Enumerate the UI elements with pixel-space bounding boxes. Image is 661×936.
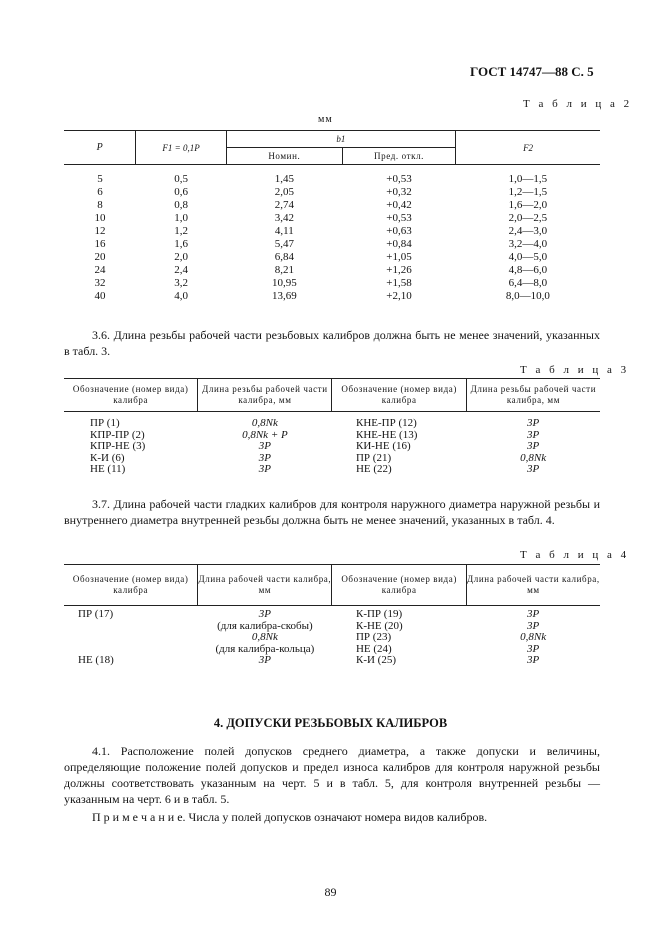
- list-item: НЕ (18): [78, 654, 114, 666]
- list-item: (для калибра-скобы): [217, 619, 313, 632]
- table4-col3: [332, 606, 466, 667]
- list-item: 0,8Nk: [251, 417, 278, 429]
- table-cell: +0,42: [386, 198, 412, 211]
- page-number: 89: [324, 885, 337, 899]
- table-cell: 4,0: [174, 289, 188, 302]
- table4-col4: [466, 606, 600, 667]
- list-item: 3P: [527, 463, 540, 475]
- paragraph-3-6: 3.6. Длина резьбы рабочей части резьбовых калибров должна быть не менее значений, указанных в табл. 3.: [64, 328, 600, 358]
- table4-header-3: Обозначение (номер вида) калибра: [332, 565, 466, 606]
- table-cell: 1,6—2,0: [508, 198, 548, 211]
- table2-header-f1: F1 = 0,1P: [136, 131, 226, 165]
- table-cell: 8: [97, 198, 103, 211]
- table4: [64, 564, 600, 667]
- list-item: 0,8Nk + P: [242, 428, 288, 441]
- table-cell: 1,45: [274, 172, 294, 185]
- table-cell: 32: [94, 276, 106, 289]
- table-cell: 8,0—10,0: [505, 289, 550, 302]
- table2-header-p: P: [64, 131, 136, 165]
- list-item: К-И (6): [90, 451, 125, 464]
- table-cell: 2,0: [174, 250, 188, 263]
- table-cell: 3,2—4,0: [508, 237, 548, 250]
- list-item: КИ-НЕ (16): [355, 440, 411, 452]
- table-row: [64, 276, 600, 289]
- table-cell: 10,95: [271, 276, 297, 289]
- list-item: 3P: [258, 463, 272, 475]
- list-item: 3P: [527, 608, 540, 620]
- list-item: КПР-ПР (2): [90, 428, 145, 441]
- table-cell: 8,21: [274, 263, 294, 276]
- list-item: КПР-НЕ (3): [90, 440, 146, 452]
- table-cell: 2,4: [174, 263, 188, 276]
- table-cell: 3,42: [274, 211, 294, 224]
- table-cell: 0,5: [174, 172, 188, 185]
- table-cell: 1,6: [174, 237, 188, 250]
- table-cell: 40: [94, 289, 106, 302]
- note-text: Числа у полей допусков означают номера видов калибров.: [188, 810, 488, 824]
- table3-col2: [198, 412, 332, 476]
- list-item: 3P: [258, 451, 272, 464]
- list-item: НЕ (11): [90, 463, 126, 475]
- table-cell: 16: [94, 237, 106, 250]
- list-item: ПР (1): [90, 417, 120, 429]
- table2: [64, 130, 600, 302]
- list-item: КНЕ-ПР (12): [355, 417, 417, 429]
- list-item: [78, 632, 198, 644]
- list-item: К-И (25): [355, 654, 397, 666]
- table-row: [64, 263, 600, 276]
- list-item: 3P: [527, 428, 540, 441]
- table-cell: 2,74: [274, 198, 294, 211]
- table-row: [64, 237, 600, 250]
- list-item: 3P: [527, 642, 540, 655]
- table4-label: Т а б л и ц а 4: [520, 549, 630, 561]
- table-cell: +0,32: [386, 185, 412, 198]
- table2-header-pred: Пред. откл.: [342, 148, 455, 165]
- table4-col1: [64, 606, 198, 667]
- list-item: ПР (23): [355, 631, 392, 643]
- table4-header-2: Длина рабочей части калибра, мм: [198, 565, 332, 606]
- list-item: 0,8Nk: [520, 451, 547, 464]
- list-item: КНЕ-НЕ (13): [355, 428, 418, 441]
- table-cell: 1,0—1,5: [508, 172, 548, 185]
- table-cell: 1,2—1,5: [508, 185, 548, 198]
- table3-header-1: Обозначение (номер вида) калибра: [72, 384, 189, 405]
- table-cell: 0,8: [174, 198, 188, 211]
- table-cell: 4,8—6,0: [508, 263, 548, 276]
- list-item: 3P: [527, 619, 540, 632]
- list-item: [78, 621, 198, 633]
- table3-col3: [332, 412, 466, 476]
- list-item: ПР (21): [355, 451, 392, 464]
- table3-label: Т а б л и ц а 3: [520, 364, 630, 376]
- table-row: [64, 172, 600, 185]
- list-item: К-НЕ (20): [355, 619, 403, 632]
- table-cell: 2,05: [274, 185, 294, 198]
- table-cell: 10: [94, 211, 106, 224]
- table-cell: +0,53: [386, 211, 412, 224]
- table-cell: 6: [97, 185, 103, 198]
- table-cell: +0,84: [386, 237, 412, 250]
- table2-header-nomin: Номин.: [226, 148, 342, 165]
- paragraph-4-1: 4.1. Расположение полей допусков среднего диаметра, а также допуски и величины, определяющие положение полей допусков и предел износа калибров для контроля наружной резьбы должны соответствовать указанным на черт. 5 и в табл. 5, для контроля внутренней резьбы — указанным на черт. 6 и в табл. 5.: [64, 744, 600, 806]
- table-cell: +1,58: [386, 276, 412, 289]
- table4-col2: [198, 606, 332, 667]
- table2-header-b1: b1: [226, 131, 455, 148]
- table3-header-3: Обозначение (номер вида) калибра: [332, 379, 466, 412]
- table-cell: 1,2: [174, 224, 188, 237]
- table-cell: 2,4—3,0: [508, 224, 548, 237]
- list-item: 0,8Nk: [251, 631, 278, 643]
- section-4-title: 4. ДОПУСКИ РЕЗЬБОВЫХ КАЛИБРОВ: [213, 716, 448, 730]
- table-row: [64, 289, 600, 302]
- table-cell: 24: [94, 263, 106, 276]
- list-item: 3P: [258, 608, 272, 620]
- list-item: 3P: [527, 417, 540, 429]
- table-cell: 1,0: [174, 211, 188, 224]
- table4-header-4: Длина рабочей части калибра, мм: [466, 565, 600, 606]
- table-row: [64, 198, 600, 211]
- table2-unit: мм: [318, 114, 333, 125]
- list-item: 3P: [527, 440, 540, 452]
- table-cell: +0,63: [386, 224, 412, 237]
- table2-header-f2: F2: [456, 131, 600, 165]
- list-item: НЕ (24): [355, 642, 392, 655]
- list-item: НЕ (22): [355, 463, 392, 475]
- table3: [64, 378, 600, 476]
- table-row: [64, 211, 600, 224]
- table-cell: 20: [94, 250, 106, 263]
- list-item: (для калибра-кольца): [215, 642, 315, 655]
- gost-header: ГОСТ 14747—88 С. 5: [470, 64, 594, 79]
- table-cell: 4,0—5,0: [508, 250, 548, 263]
- list-item: 3P: [258, 654, 272, 666]
- list-item: К-ПР (19): [355, 608, 403, 620]
- table-cell: 4,11: [274, 224, 294, 237]
- table3-col1: [64, 412, 198, 476]
- list-item: 3P: [527, 654, 540, 666]
- table3-col4: [466, 412, 600, 476]
- list-item: 3P: [258, 440, 272, 452]
- table-row: [64, 224, 600, 237]
- table-cell: 6,4—8,0: [508, 276, 548, 289]
- note-label: П р и м е ч а н и е.: [92, 810, 186, 824]
- table-cell: 13,69: [271, 289, 297, 302]
- table3-header-4: Длина резьбы рабочей части калибра, мм: [466, 379, 600, 412]
- table2-label: Т а б л и ц а 2: [523, 98, 633, 110]
- table-cell: 12: [94, 224, 106, 237]
- table3-header-2: Длина резьбы рабочей части калибра, мм: [198, 379, 332, 412]
- table-cell: 6,84: [274, 250, 294, 263]
- table-cell: 2,0—2,5: [508, 211, 548, 224]
- list-item: ПР (17): [78, 608, 114, 620]
- table-cell: 5,47: [274, 237, 294, 250]
- table4-header-1: Обозначение (номер вида) калибра: [72, 574, 189, 595]
- table-row: [64, 185, 600, 198]
- table-cell: +2,10: [386, 289, 412, 302]
- table-cell: +1,05: [386, 250, 412, 263]
- paragraph-3-7: 3.7. Длина рабочей части гладких калибров для контроля наружного диаметра наружной резьбы и внутреннего диаметра внутренней резьбы должна быть не менее значений, указанных в табл. 4.: [64, 497, 600, 527]
- table-cell: 5: [97, 172, 103, 185]
- table-cell: +1,26: [386, 263, 412, 276]
- table-cell: +0,53: [386, 172, 412, 185]
- table-cell: 3,2: [174, 276, 188, 289]
- list-item: 0,8Nk: [520, 631, 547, 643]
- table-row: [64, 250, 600, 263]
- table-cell: 0,6: [174, 185, 188, 198]
- note: [92, 809, 600, 825]
